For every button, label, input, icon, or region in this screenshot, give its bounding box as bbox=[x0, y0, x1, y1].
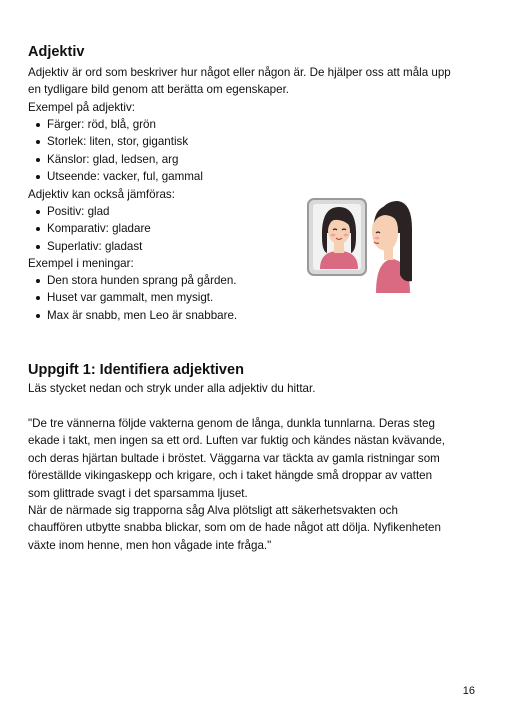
compare-list bbox=[28, 203, 151, 255]
sentences-label: Exempel i meningar: bbox=[28, 257, 134, 270]
section-heading-adjektiv: Adjektiv bbox=[28, 44, 85, 60]
list-item: Komparativ: gladare bbox=[28, 220, 151, 237]
examples-list bbox=[28, 116, 203, 186]
examples-label: Exempel på adjektiv: bbox=[28, 101, 135, 114]
list-item: Storlek: liten, stor, gigantisk bbox=[28, 133, 203, 150]
section-heading-uppgift: Uppgift 1: Identifiera adjektiven bbox=[28, 362, 244, 378]
intro-paragraph bbox=[28, 64, 451, 99]
text-line: föreställde vikingaskepp och krigare, och i taket hängde små droppar av vatten bbox=[28, 469, 433, 483]
reflection-icon bbox=[320, 207, 358, 269]
list-item: Positiv: glad bbox=[28, 203, 151, 220]
mirror-girl-illustration bbox=[306, 193, 414, 293]
text-line: När de närmade sig trapporna såg Alva plötsligt att säkerhetsvakten och bbox=[28, 504, 398, 518]
text-line: ekade i takt, men ingen sa ett ord. Luften var fuktig och kändes nästan kvävande, bbox=[28, 434, 445, 448]
intro-line: en tydligare bild genom att berätta om egenskaper. bbox=[28, 83, 290, 97]
list-item: Max är snabb, men Leo är snabbare. bbox=[28, 307, 237, 324]
text-line: som glittrade svagt i det sparsamma ljuset. bbox=[28, 486, 248, 500]
list-item: Huset var gammalt, men mysigt. bbox=[28, 289, 237, 306]
sentences-list bbox=[28, 272, 237, 324]
text-line: "De tre vännerna följde vakterna genom de långa, dunkla tunnlarna. Deras steg bbox=[28, 417, 435, 430]
page-number: 16 bbox=[462, 685, 475, 697]
list-item: Känslor: glad, ledsen, arg bbox=[28, 151, 203, 168]
intro-line: Adjektiv är ord som beskriver hur något eller någon är. De hjälper oss att måla upp bbox=[28, 66, 451, 79]
list-item: Den stora hunden sprang på gården. bbox=[28, 272, 237, 289]
text-line: chauffören utbytte snabba blickar, som om de hade något att dölja. Nyfikenheten bbox=[28, 521, 441, 535]
task-text bbox=[28, 415, 445, 554]
list-item: Färger: röd, blå, grön bbox=[28, 116, 203, 133]
list-item: Superlativ: gladast bbox=[28, 238, 151, 255]
list-item: Utseende: vacker, ful, gammal bbox=[28, 168, 203, 185]
compare-label: Adjektiv kan också jämföras: bbox=[28, 188, 175, 201]
task-instruction: Läs stycket nedan och stryk under alla adjektiv du hittar. bbox=[28, 382, 316, 395]
text-line: växte inom henne, men hon vågade inte fråga." bbox=[28, 538, 272, 552]
girl-icon bbox=[372, 201, 412, 293]
text-line: och deras hjärtan bultade i bröstet. Väggarna var täckta av gamla ristningar som bbox=[28, 451, 440, 465]
